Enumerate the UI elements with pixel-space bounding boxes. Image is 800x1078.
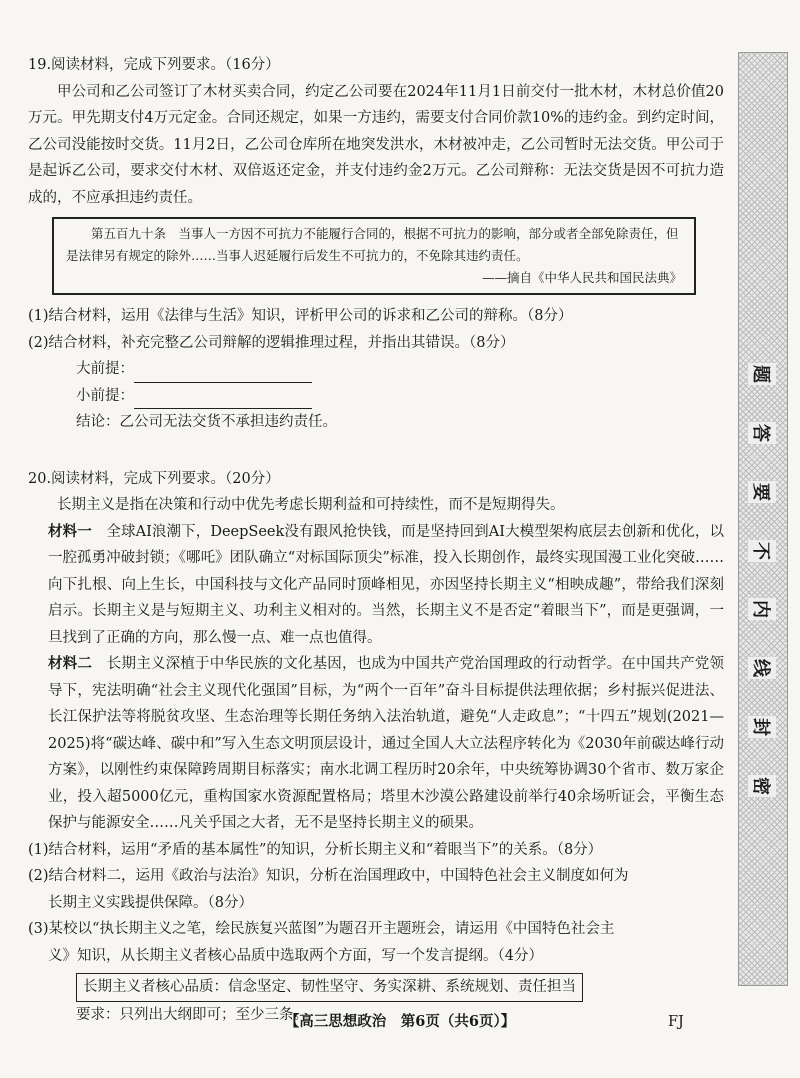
- material-2-text: 长期主义深植于中华民族的文化基因，也成为中国共产党治国理政的行动哲学。在中国共产党领导下，宪法明确“社会主义现代化强国”目标，为“两个一百年”奋斗目标提供法理依据；乡村振兴促进法、长江保护法等将脱贫攻坚、生态治理等长期任务纳入法治轨道，避免“人走政息”；“十四五”规划(2021—2025)将“碳达峰、碳中和”写入生态文明顶层设计，通过全国人大立法程序转化为《2030年前碳达峰行动方案》，以刚性约束保障跨周期目标落实；南水北调工程历时20余年，中央统筹协调30个省市、数万家企业，投入超5000亿元，重构国家水资源配置格局；塔里木沙漠公路建设前举行40余场听证会，平衡生态保护与能源安全……凡关乎国之大者，无不是坚持长期主义的硕果。: [48, 656, 725, 831]
- seal-char-6: 线: [748, 657, 776, 679]
- material-2-label: 材料二: [48, 655, 93, 672]
- q20-sub2-line1: (2)结合材料二，运用《政治与法治》知识，分析在治国理政中，中国特色社会主义制度如何为: [28, 868, 629, 884]
- page-content: [28, 52, 724, 1028]
- q20-sub1: (1)结合材料，运用“矛盾的基本属性”的知识，分析长期主义和“着眼当下”的关系。（8分）: [28, 841, 603, 858]
- q19-sub1: (1)结合材料，运用《法律与生活》知识，评析甲公司的诉求和乙公司的辩称。（8分）: [28, 308, 573, 324]
- q19-law-quote: 第五百九十条 当事人一方因不可抗力不能履行合同的，根据不可抗力的影响，部分或者全部免除责任，但是法律另有规定的除外……当事人迟延履行后发生不可抗力的，不免除其违约责任。: [66, 226, 679, 263]
- minor-premise-line: [28, 383, 724, 410]
- major-premise-label: 大前提：: [76, 361, 134, 377]
- q19-law-quote-box: [52, 217, 696, 295]
- q20-requirement: 要求：只列出大纲即可；至少三条。: [76, 1006, 308, 1023]
- q20-material-1: [28, 519, 724, 652]
- q19-material: 甲公司和乙公司签订了木材买卖合同，约定乙公司要在2024年11月1日前交付一批木材，木材总价值20万元。甲先期支付4万元定金。合同还规定，如果一方违约，需要支付合同价款10%的违约金。到约定时间，乙公司没能按时交货。11月2日，乙公司仓库所在地突发洪水，木材被冲走，乙公司暂时无法交货。甲公司于是起诉乙公司，要求交付木材、双倍返还定金，并支付违约金2万元。乙公司辩称：无法交货是因不可抗力造成的，不应承担违约责任。: [28, 83, 724, 206]
- q20-sub2-line2: 长期主义实践提供保障。（8分）: [48, 894, 253, 911]
- seal-char-4: 不: [748, 540, 776, 562]
- minor-premise-blank[interactable]: [134, 390, 312, 409]
- seal-line-text: [738, 360, 786, 800]
- q20-material-2: [28, 651, 724, 837]
- footer-title: 【高三思想政治 第6页（共6页）】: [284, 1013, 516, 1030]
- q19-law-source: ——摘自《中华人民共和国民法典》: [481, 270, 682, 285]
- seal-char-2: 答: [748, 422, 776, 444]
- q20-sub3-line2: 义》知识，从长期主义者核心品质中选取两个方面，写一个发言提纲。（4分）: [48, 947, 543, 964]
- material-1-text: 全球AI浪潮下，DeepSeek没有跟风抢快钱，而是坚持回到AI大模型架构底层去创新和优化，以一腔孤勇冲破封锁；《哪吒》团队确立“对标国际顶尖”标准，投入长期创作，最终实现国漫工业化突破……向下扎根、向上生长，中国科技与文化产品同时顶峰相见，亦因坚持长期主义“相映成趣”，带给我们深刻启示。长期主义是与短期主义、功利主义相对的。当然，长期主义不是否定“着眼当下”，而是更强调，一旦找到了正确的方向，那么慢一点、难一点也值得。: [48, 523, 724, 646]
- seal-char-8: 密: [748, 775, 776, 797]
- major-premise-line: [28, 356, 724, 383]
- seal-char-1: 题: [748, 363, 776, 385]
- q20-heading: 20.阅读材料，完成下列要求。（20分）: [28, 470, 280, 487]
- major-premise-blank[interactable]: [134, 364, 312, 383]
- core-qualities-box: 长期主义者核心品质：信念坚定、韧性坚守、务实深耕、系统规划、责任担当: [76, 973, 583, 1002]
- minor-premise-label: 小前提：: [76, 387, 134, 404]
- page-footer: [0, 1012, 800, 1032]
- footer-code: FJ: [668, 1014, 684, 1030]
- material-1-label: 材料一: [48, 522, 92, 540]
- q19-heading: 19.阅读材料，完成下列要求。（16分）: [28, 57, 280, 73]
- q20-intro: 长期主义是指在决策和行动中优先考虑长期利益和可持续性，而不是短期得失。: [57, 497, 565, 513]
- seal-char-5: 内: [748, 598, 776, 620]
- q20-sub3-line1: (3)某校以“执长期主义之笔，绘民族复兴蓝图”为题召开主题班会，请运用《中国特色社会主: [28, 921, 615, 937]
- seal-char-3: 要: [748, 481, 776, 503]
- seal-char-7: 封: [748, 716, 776, 738]
- spacer: [28, 436, 724, 466]
- q19-sub2: (2)结合材料，补充完整乙公司辩解的逻辑推理过程，并指出其错误。（8分）: [28, 334, 515, 351]
- conclusion-line: 结论：乙公司无法交货不承担违约责任。: [76, 414, 337, 430]
